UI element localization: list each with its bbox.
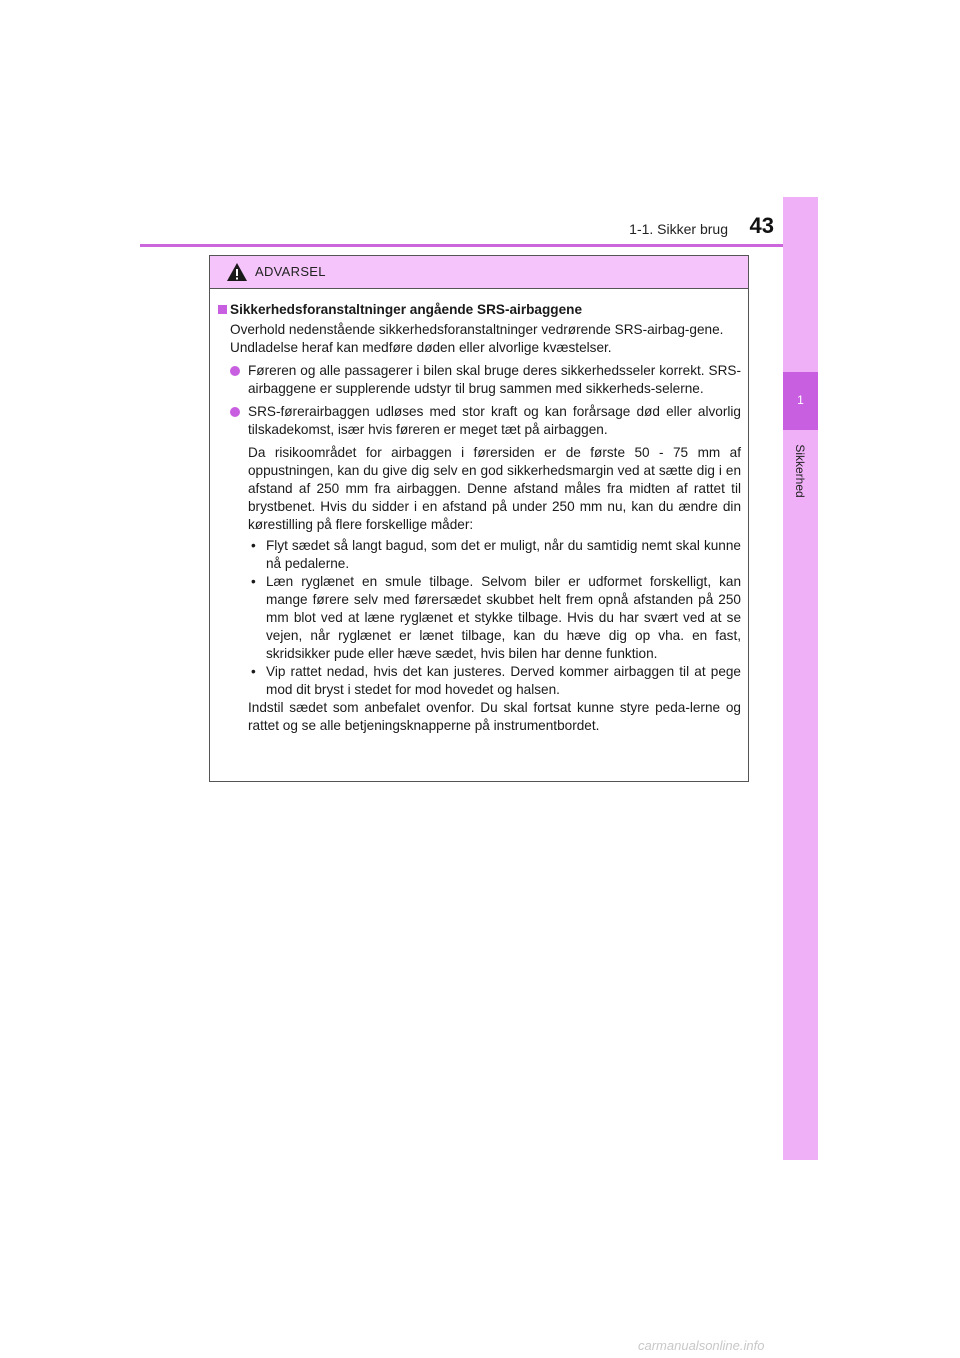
bullet-item-driver-airbag <box>217 403 741 439</box>
list-item-text: Læn ryglænet en smule tilbage. Selvom biler er udformet forskelligt, kan mange førere selv med førersædet skubbet helt frem opnå afstanden på 250 mm blot ved at læne ryglænet et stykke tilbage. Hvis du har svært ved at se vejen, når ryglænet er lænet tilbage, kan du hæve dig op vha. en fast, skridsikker pude eller hæve sædet, hvis bilen har denne funktion. <box>266 574 741 661</box>
list-item <box>248 537 741 573</box>
list-item-text: Flyt sædet så langt bagud, som det er muligt, når du samtidig nemt skal kunne nå pedalerne. <box>266 538 741 571</box>
section-title: 1-1. Sikker brug <box>629 221 728 237</box>
intro-paragraph-2: Undladelse heraf kan medføre døden eller alvorlige kvæstelser. <box>230 340 612 355</box>
warning-box <box>209 255 749 782</box>
warning-header <box>210 256 748 289</box>
chapter-side-tab <box>783 197 818 1160</box>
footer-watermark: carmanualsonline.info <box>638 1338 765 1353</box>
list-item-text: Vip rattet nedad, hvis det kan justeres. Derved kommer airbaggen til at pege mod dit bryst i stedet for mod hovedet og halsen. <box>266 664 741 697</box>
list-item <box>248 573 741 663</box>
warning-triangle-icon <box>226 262 248 282</box>
driver-airbag-detail: Da risikoområdet for airbaggen i førersiden er de første 50 - 75 mm af oppustningen, kan du give dig selv en god sikkerhedsmargin ved at sætte dig i en afstand af 250 mm fra airbaggen. Denne afstand måles fra midten af rattet til brystbenet. Hvis du sidder i en afstand på under 250 mm nu, kan du ændre din kørestilling på flere forskellige måder: <box>248 445 741 532</box>
warning-label: ADVARSEL <box>255 264 326 279</box>
square-bullet-icon <box>218 305 227 314</box>
warning-body <box>210 289 748 735</box>
bullet-item-seatbelts <box>217 362 741 398</box>
list-bullet-mark: • <box>251 574 256 589</box>
closing-paragraph: Indstil sædet som anbefalet ovenfor. Du skal fortsat kunne styre peda-lerne og rattet og se alle betjeningsknapperne på instrumentbordet. <box>248 700 741 733</box>
circle-bullet-icon <box>230 407 240 417</box>
list-bullet-mark: • <box>251 538 256 553</box>
intro-paragraph-1: Overhold nedenstående sikkerhedsforanstaltninger vedrørende SRS-airbag-gene. <box>230 322 724 337</box>
bullet-text: Føreren og alle passagerer i bilen skal bruge deres sikkerhedsseler korrekt. SRS-airbaggene er supplerende udstyr til brug sammen med sikkerheds-selerne. <box>248 363 741 396</box>
list-bullet-mark: • <box>251 664 256 679</box>
warning-heading-text: Sikkerhedsforanstaltninger angående SRS-airbaggene <box>230 302 583 317</box>
header-divider <box>140 244 818 247</box>
circle-bullet-icon <box>230 366 240 376</box>
list-item <box>248 663 741 699</box>
seating-tips-list <box>217 537 741 699</box>
bullet-text: SRS-førerairbaggen udløses med stor kraft og kan forårsage død eller alvorlig tilskadekomst, især hvis føreren er meget tæt på airbaggen. <box>248 404 741 437</box>
chapter-label: Sikkerhed <box>793 444 807 498</box>
warning-heading <box>217 301 741 319</box>
page-number: 43 <box>749 213 774 238</box>
chapter-number: 1 <box>797 393 804 407</box>
